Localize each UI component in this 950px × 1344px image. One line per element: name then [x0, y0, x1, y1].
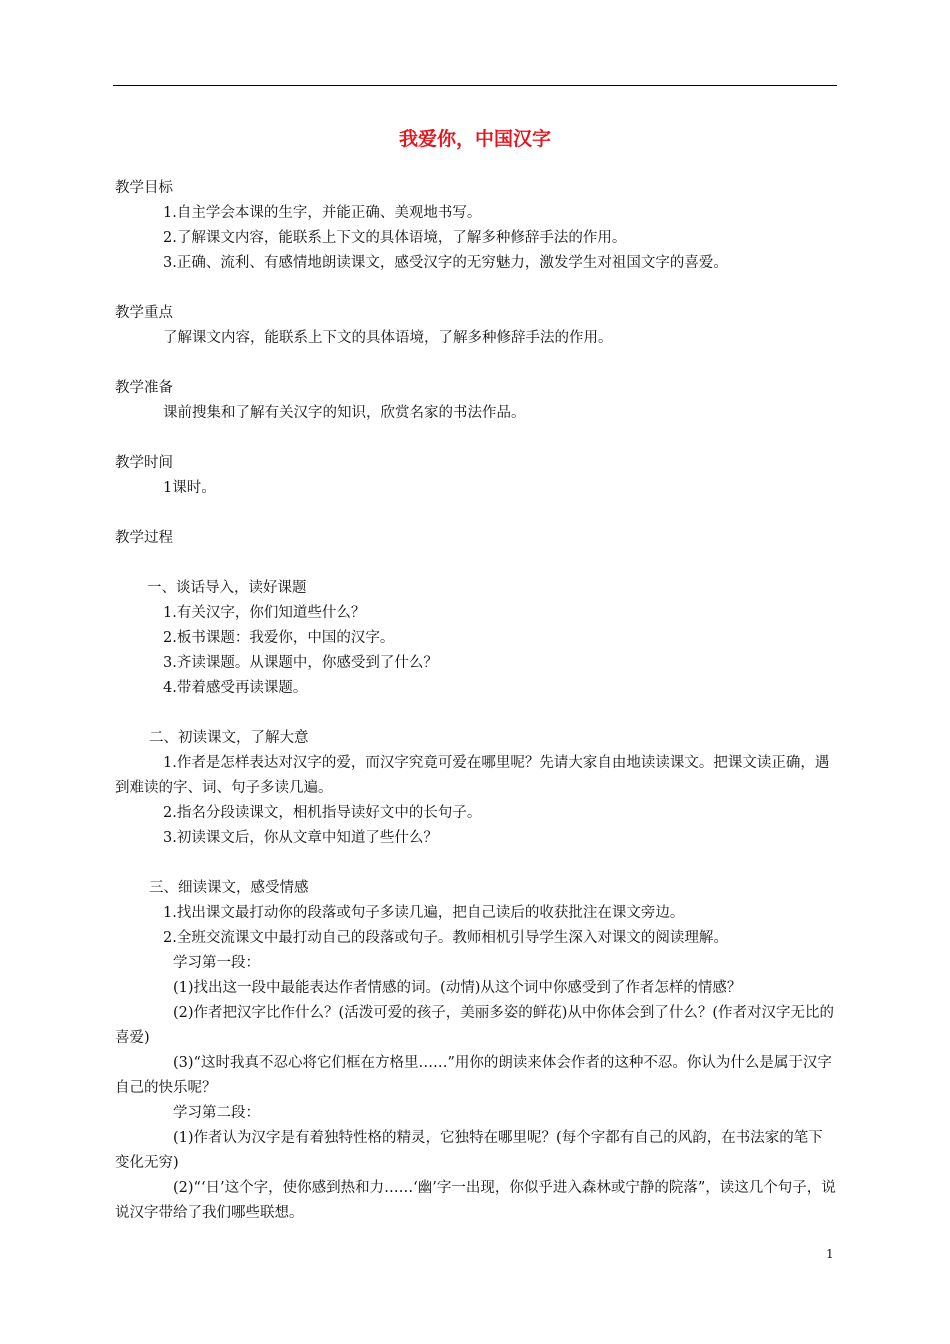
process-item: 3.初读课文后，你从文章中知道了些什么？	[163, 830, 438, 846]
section-heading-process: 教学过程	[115, 530, 173, 546]
question-item: (2)作者把汉字比作什么？(活泼可爱的孩子，美丽多姿的鲜花)从中你体会到了什么？(作者对汉字无比的喜爱)	[115, 1005, 835, 1046]
paragraph-label: 学习第一段：	[173, 955, 260, 971]
section-heading-time: 教学时间	[115, 455, 173, 471]
section-heading-goals: 教学目标	[115, 180, 173, 196]
process-item: 1.找出课文最打动你的段落或句子多读几遍，把自己读后的收获批注在课文旁边。	[163, 905, 685, 921]
process-item: 2.指名分段读课文，相机指导读好文中的长句子。	[163, 805, 482, 821]
time-text: 1课时。	[163, 480, 216, 496]
document-title: 我爱你，中国汉字	[398, 128, 551, 150]
goal-item: 1.自主学会本课的生字，并能正确、美观地书写。	[163, 205, 482, 221]
process-part1-heading: 一、谈话导入，读好课题	[147, 580, 307, 596]
question-item: (2)“‘日’这个字，使你感到热和力……‘幽’字一出现，你似乎进入森林或宁静的院落”，读这几个句子，说说汉字带给了我们哪些联想。	[115, 1180, 836, 1221]
process-item: 1.有关汉字，你们知道些什么？	[163, 605, 366, 621]
goal-item: 2.了解课文内容，能联系上下文的具体语境，了解多种修辞手法的作用。	[163, 230, 627, 246]
header-rule	[113, 85, 837, 86]
page-number: 1	[826, 1247, 834, 1261]
process-item: 2.板书课题：我爱你，中国的汉字。	[163, 630, 395, 646]
process-item: 4.带着感受再读课题。	[163, 680, 308, 696]
document-body	[115, 176, 837, 1226]
process-item: 1.作者是怎样表达对汉字的爱，而汉字究竟可爱在哪里呢？先请大家自由地读读课文。把课文读正确，遇到难读的字、词、句子多读几遍。	[115, 755, 830, 796]
process-item: 3.齐读课题。从课题中，你感受到了什么？	[163, 655, 438, 671]
section-heading-focus: 教学重点	[115, 305, 173, 321]
process-part3-heading: 三、细读课文，感受情感	[149, 880, 309, 896]
section-heading-prep: 教学准备	[115, 380, 173, 396]
focus-text: 了解课文内容，能联系上下文的具体语境，了解多种修辞手法的作用。	[163, 330, 613, 346]
paragraph-label: 学习第二段：	[173, 1105, 260, 1121]
question-item: (1)找出这一段中最能表达作者情感的词。(动情)从这个词中你感受到了作者怎样的情感？	[173, 980, 742, 996]
goal-item: 3.正确、流利、有感情地朗读课文，感受汉字的无穷魅力，激发学生对祖国文字的喜爱。	[163, 255, 728, 271]
process-item: 2.全班交流课文中最打动自己的段落或句子。教师相机引导学生深入对课文的阅读理解。	[163, 930, 728, 946]
question-item: (3)“这时我真不忍心将它们框在方格里……”用你的朗读来体会作者的这种不忍。你认为什么是属于汉字自己的快乐呢？	[115, 1055, 832, 1096]
prep-text: 课前搜集和了解有关汉字的知识，欣赏名家的书法作品。	[163, 405, 526, 421]
process-part2-heading: 二、初读课文，了解大意	[149, 730, 309, 746]
question-item: (1)作者认为汉字是有着独特性格的精灵，它独特在哪里呢？(每个字都有自己的风韵，在书法家的笔下变化无穷)	[115, 1130, 823, 1171]
